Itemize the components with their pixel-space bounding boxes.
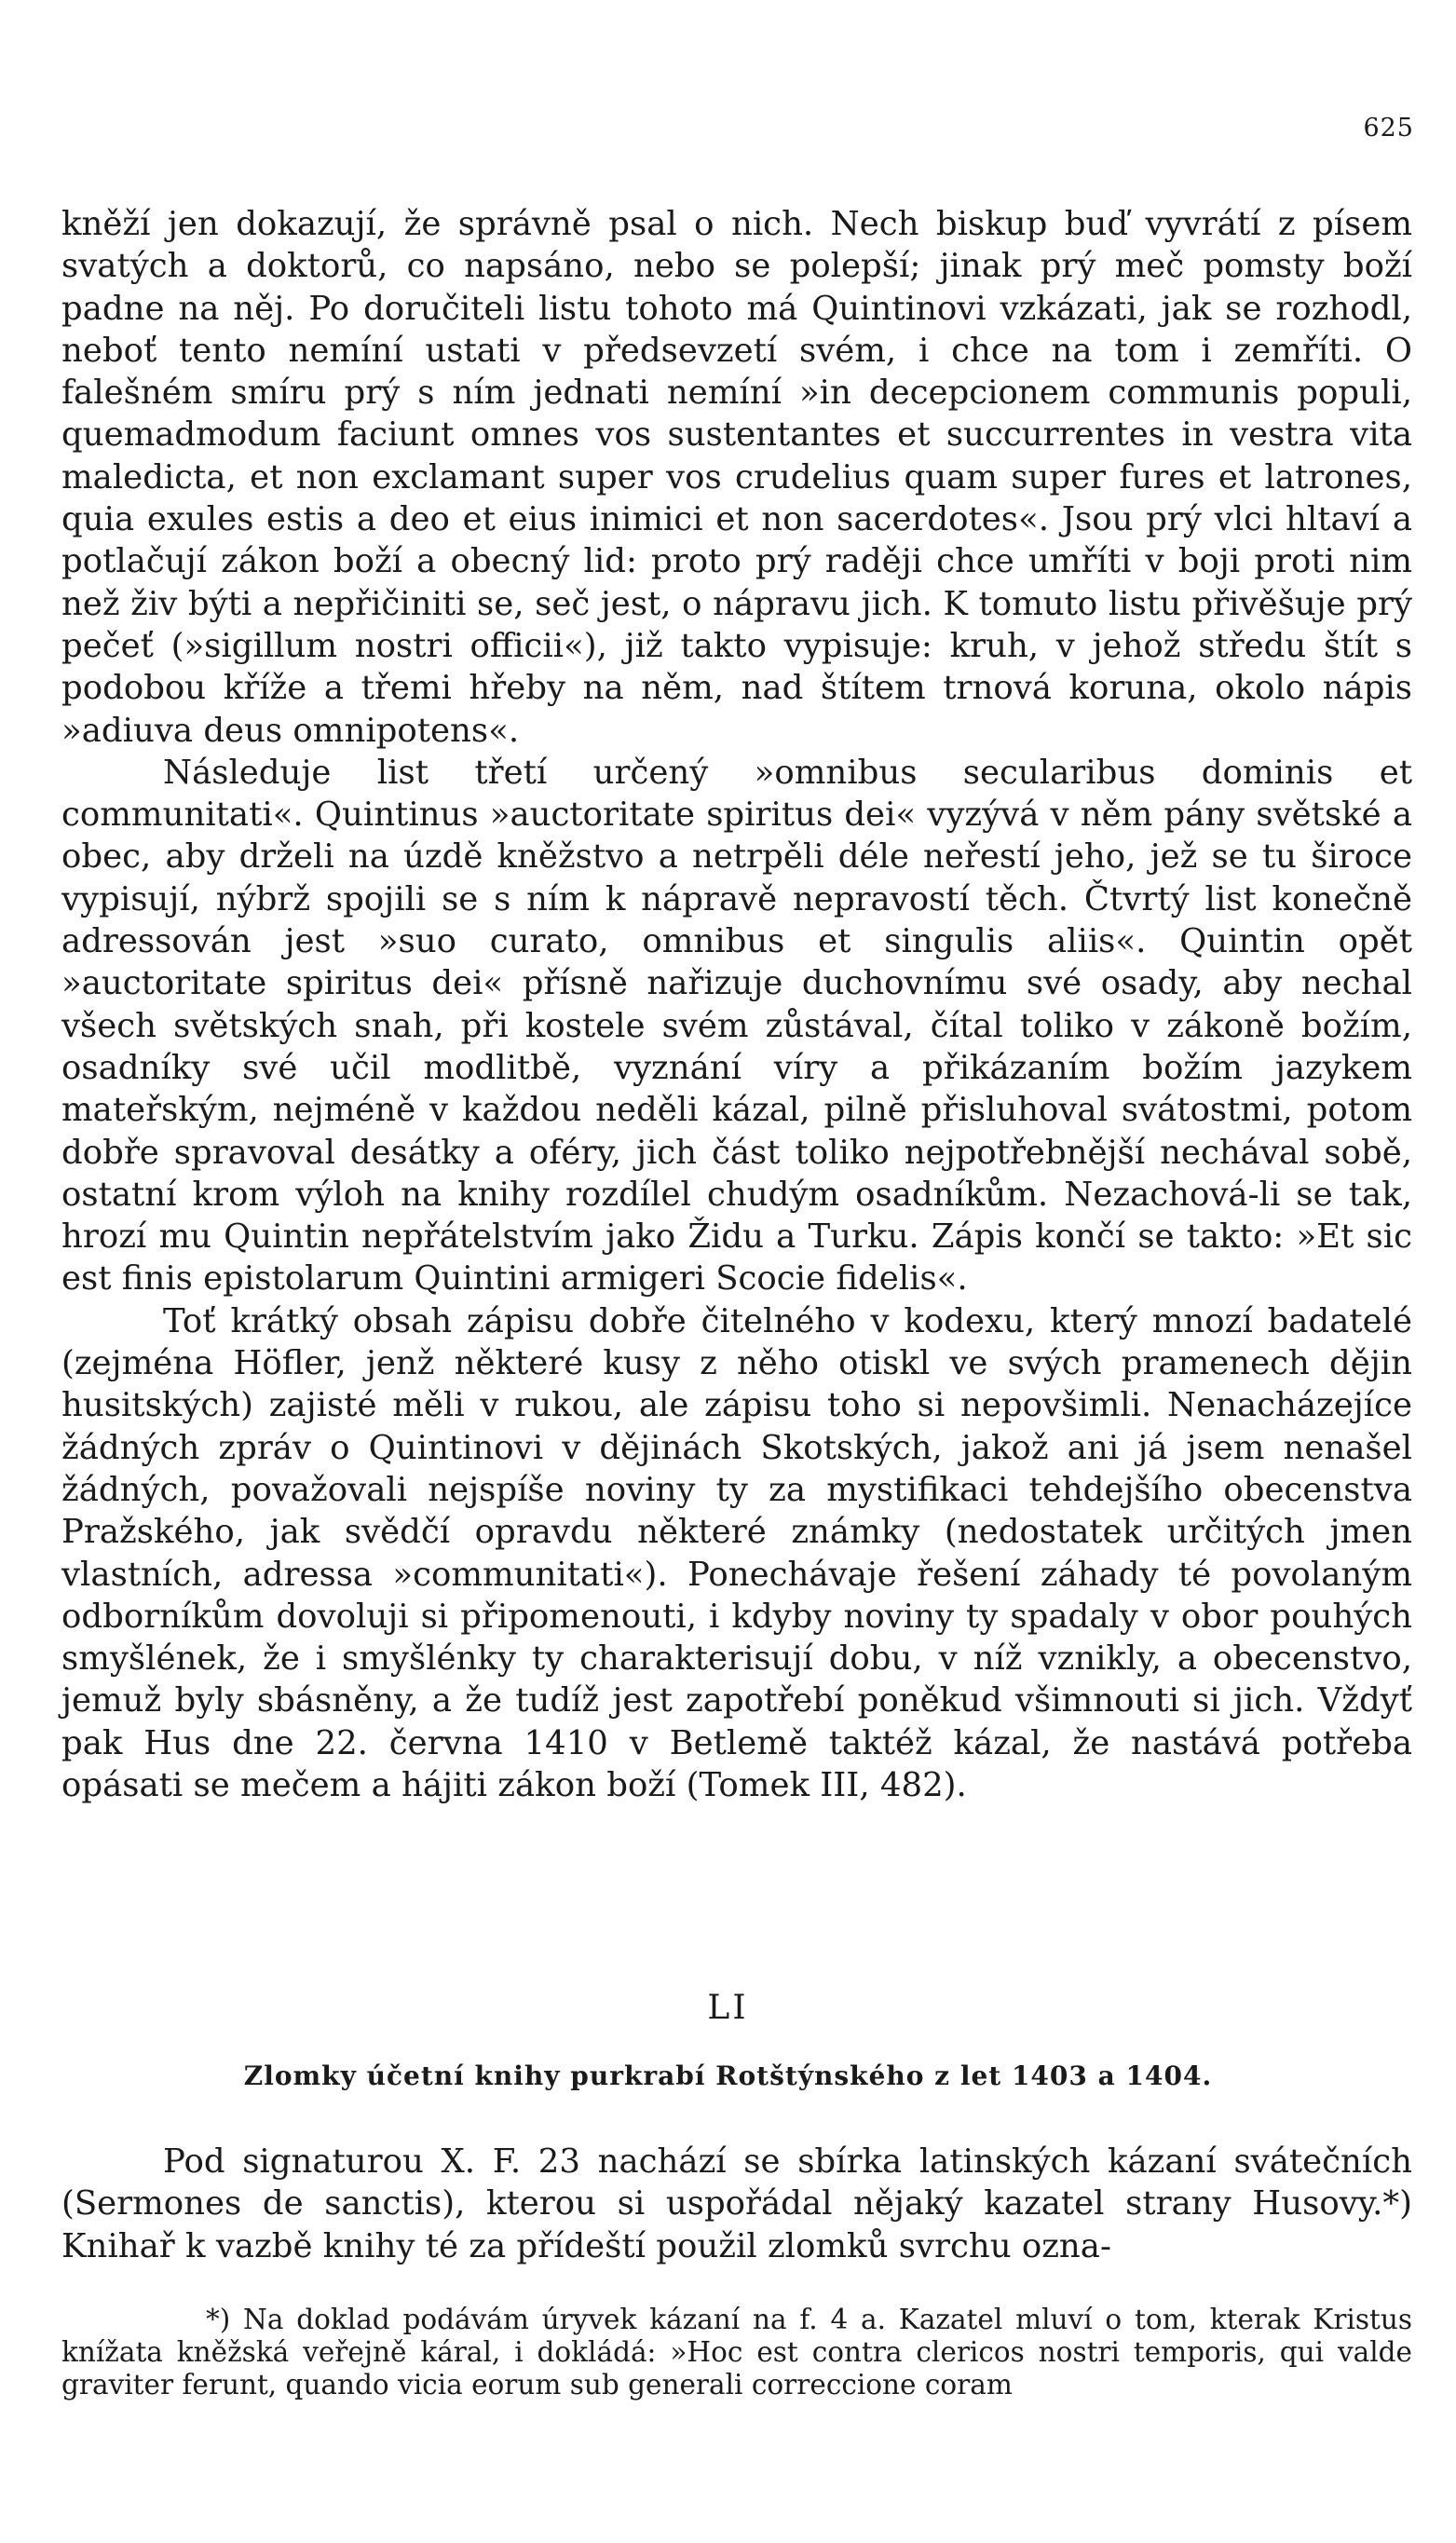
section-title: Zlomky účetní knihy purkrabí Rotštýnského z let 1403 a 1404. (243, 2060, 1213, 2091)
section-number: LI (707, 1989, 749, 2027)
page-number: 625 (1363, 114, 1414, 143)
paragraph-1: kněží jen dokazují, že správně psal o nich. Nech biskup buď vyvrátí z písem svatých a doktorů, co napsáno, nebo se polepší; jinak prý meč pomsty boží padne na něj. Po doručiteli listu tohoto má Quintinovi vzkázati, jak se rozhodl, neboť tento nemíní ustati v předsevzetí svém, i chce na tom i zemříti. O falešném smíru prý s ním jednati nemíní »in decepcionem communis populi, quemadmodum faciunt omnes vos sustentantes et succurrentes in vestra vita maledicta, et non exclamant super vos crudelius quam super fures et latrones, quia exules estis a deo et eius inimici et non sacerdotes«. Jsou prý vlci hltaví a potlačují zákon boží a obecný lid: proto prý raději chce umříti v boji proti nim než živ býti a nepřičiniti se, seč jest, o nápravu jich. K tomuto listu přivěšuje prý pečeť (»sigillum nostri officii«), již takto vypisuje: kruh, v jehož středu štít s podobou kříže a třemi hřeby na něm, nad štítem trnová koruna, okolo nápis »adiuva deus omnipotens«. (61, 205, 1412, 750)
paragraph-3: Toť krátký obsah zápisu dobře čitelného v kodexu, který mnozí badatelé (zejména Höfler, jenž některé kusy z něho otiskl ve svých pramenech dějin husitských) zajisté měli v rukou, ale zápisu toho si nepovšimli. Nenacházejíce žádných zpráv o Quintinovi v dějinách Skotských, jakož ani já jsem nenašel žádných, považovali nejspíše noviny ty za mystifikaci tehdejšího obecenstva Pražského, jak svědčí opravdu některé známky (nedostatek určitých jmen vlastních, adressa »communitati«). Ponechávaje řešení záhady té povolaným odborníkům dovoluji si připomenouti, i kdyby noviny ty spadaly v obor pouhých smyšlének, že i smyšlénky ty charakterisují dobu, v níž vznikly, a obecenstvo, jemuž byly sbásněny, a že tudíž jest zapotřebí poněkud všimnouti si jich. Vždyť pak Hus dne 22. června 1410 v Betlemě taktéž kázal, že nastává potřeba opásati se mečem a hájiti zákon boží (Tomek III, 482). (61, 1301, 1412, 1804)
section-paragraph: Pod signaturou X. F. 23 nachází se sbírka latinských kázaní svátečních (Sermones de sanctis), kterou si uspořádal nějaký kazatel strany Husovy.*) Knihař k vazbě knihy té za přídeští použil zlomků svrchu ozna- (61, 2142, 1412, 2265)
footnote-text: *) Na doklad podávám úryvek kázaní na f. 4 a. Kazatel mluví o tom, kterak Kristus knížata kněžská veřejně káral, i dokládá: »Hoc est contra clericos nostri temporis, qui valde graviter ferunt, quando vicia eorum sub generali correccione coram (61, 2304, 1412, 2400)
paragraph-2: Následuje list třetí určený »omnibus secularibus dominis et communitati«. Quintinus »auctoritate spiritus dei« vyzývá v něm pány světské a obec, aby drželi na úzdě kněžstvo a netrpěli déle neřestí jeho, jež se tu široce vypisují, nýbrž spojili se s ním k nápravě nepravostí těch. Čtvrtý list konečně adressován jest »suo curato, omnibus et singulis aliis«. Quintin opět »auctoritate spiritus dei« přísně nařizuje duchovnímu své osady, aby nechal všech světských snah, při kostele svém zůstával, čítal toliko v zákoně božím, osadníky své učil modlitbě, vyznání víry a přikázaním božím jazykem mateřským, nejméně v každou neděli kázal, pilně přisluhoval svátostmi, potom dobře spravoval desátky a oféry, jich část toliko nejpotřebnější nechával sobě, ostatní krom výloh na knihy rozdílel chudým osadníkům. Nezachová-li se tak, hrozí mu Quintin nepřátelstvím jako Židu a Turku. Zápis končí se takto: »Et sic est finis epistolarum Quintini armigeri Scocie fidelis«. (61, 753, 1412, 1299)
body-text (61, 203, 1412, 1806)
footnote (61, 2304, 1412, 2401)
section-body (61, 2141, 1412, 2267)
